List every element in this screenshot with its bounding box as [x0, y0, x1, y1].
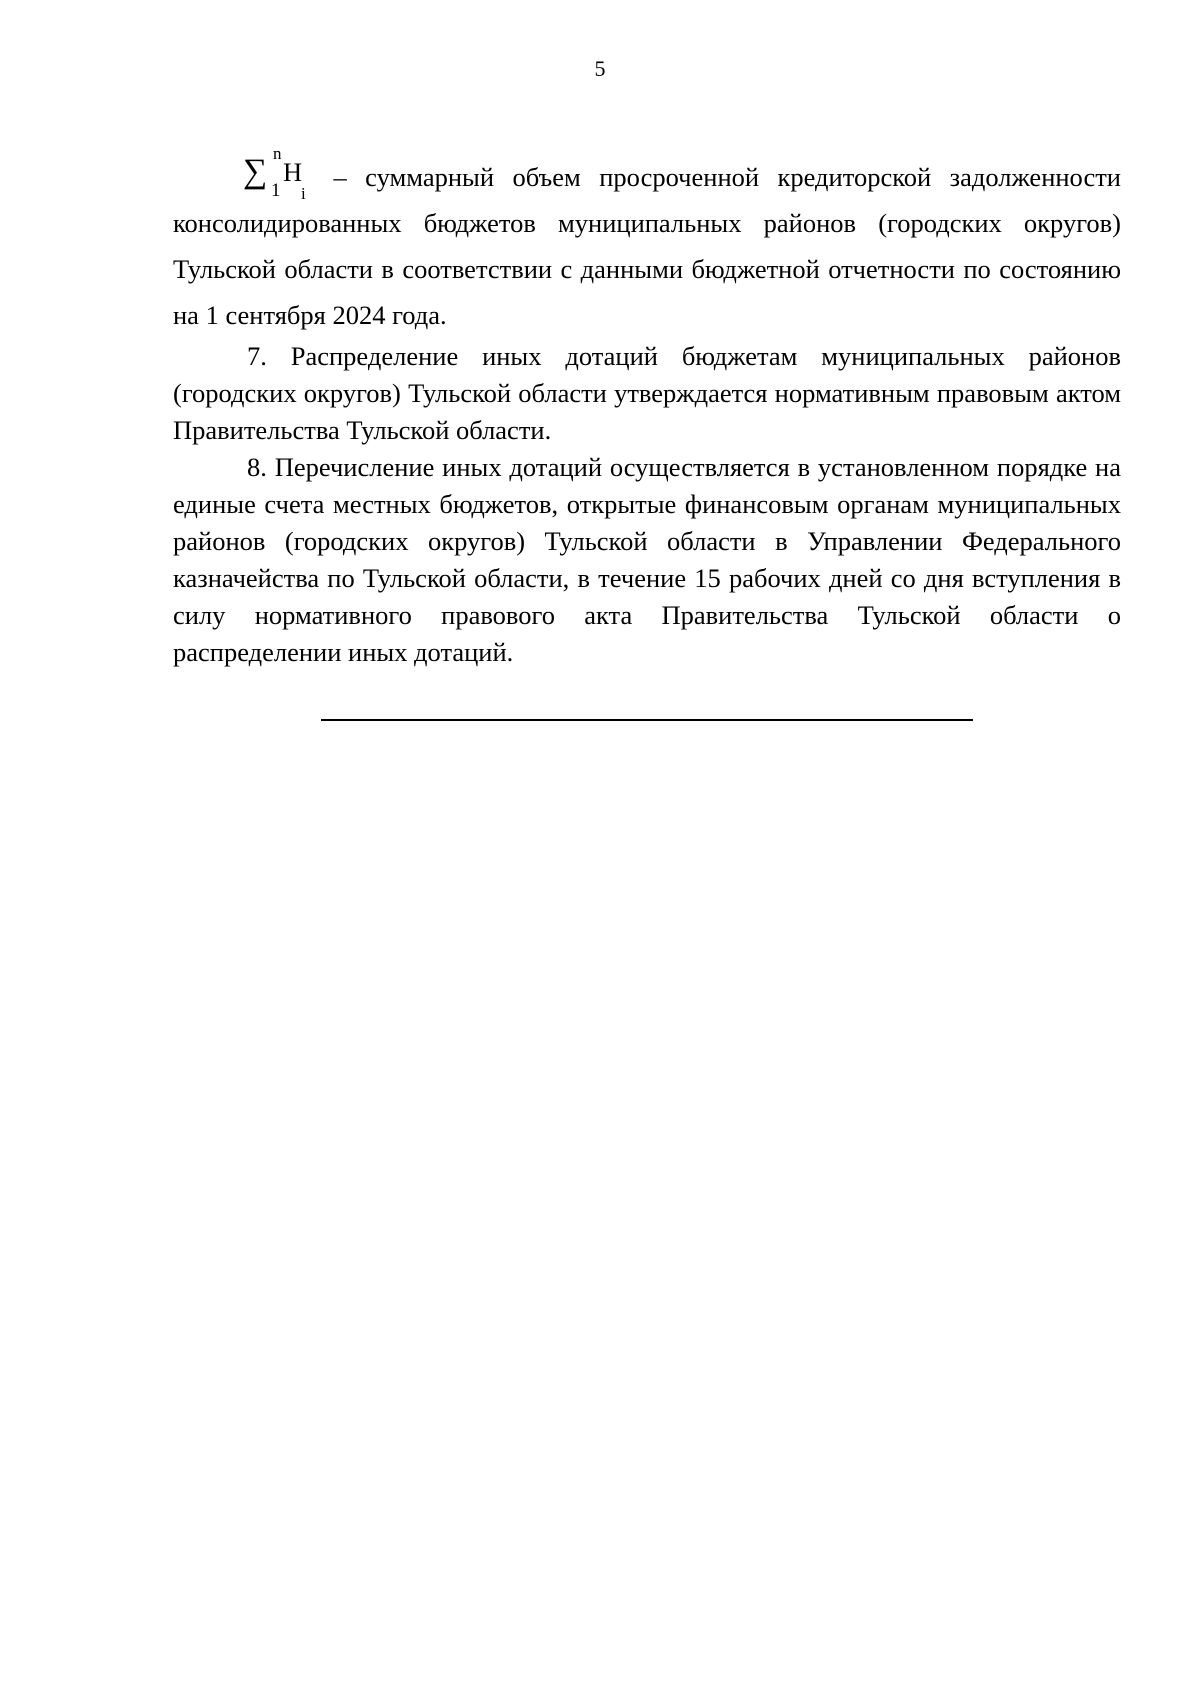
formula-index: i: [301, 184, 306, 203]
document-body: [173, 144, 1121, 671]
sum-lower-limit: 1: [271, 180, 281, 201]
definition-text: – суммарный объем просроченной кредиторской задолженности консолидированных бюджетов муниципальных районов (городских округов) Тульской области в соответствии с данными бюджетной отчетности по состоянию на 1 сентября 2024 года.: [173, 162, 1121, 330]
page-number: 5: [594, 56, 606, 81]
paragraph-8: 8. Перечисление иных дотаций осуществляется в установленном порядке на единые счета местных бюджетов, открытые финансовым органам муниципальных районов (городских округов) Тульской области в Управлении Федерального казначейства по Тульской области, в течение 15 рабочих дней со дня вступления в силу нормативного правового акта Правительства Тульской области о распределении иных дотаций.: [173, 452, 1121, 667]
formula-variable: Н: [283, 157, 303, 187]
paragraph-7: 7. Распределение иных дотаций бюджетам муниципальных районов (городских округов) Тульской области утверждается нормативным правовым актом Правительства Тульской области.: [173, 341, 1121, 445]
formula-definition: [173, 144, 1121, 338]
sigma-symbol: ∑: [243, 153, 268, 190]
sum-upper-limit: n: [273, 144, 282, 163]
sum-formula: [243, 144, 315, 203]
end-of-document-rule: [321, 719, 973, 721]
